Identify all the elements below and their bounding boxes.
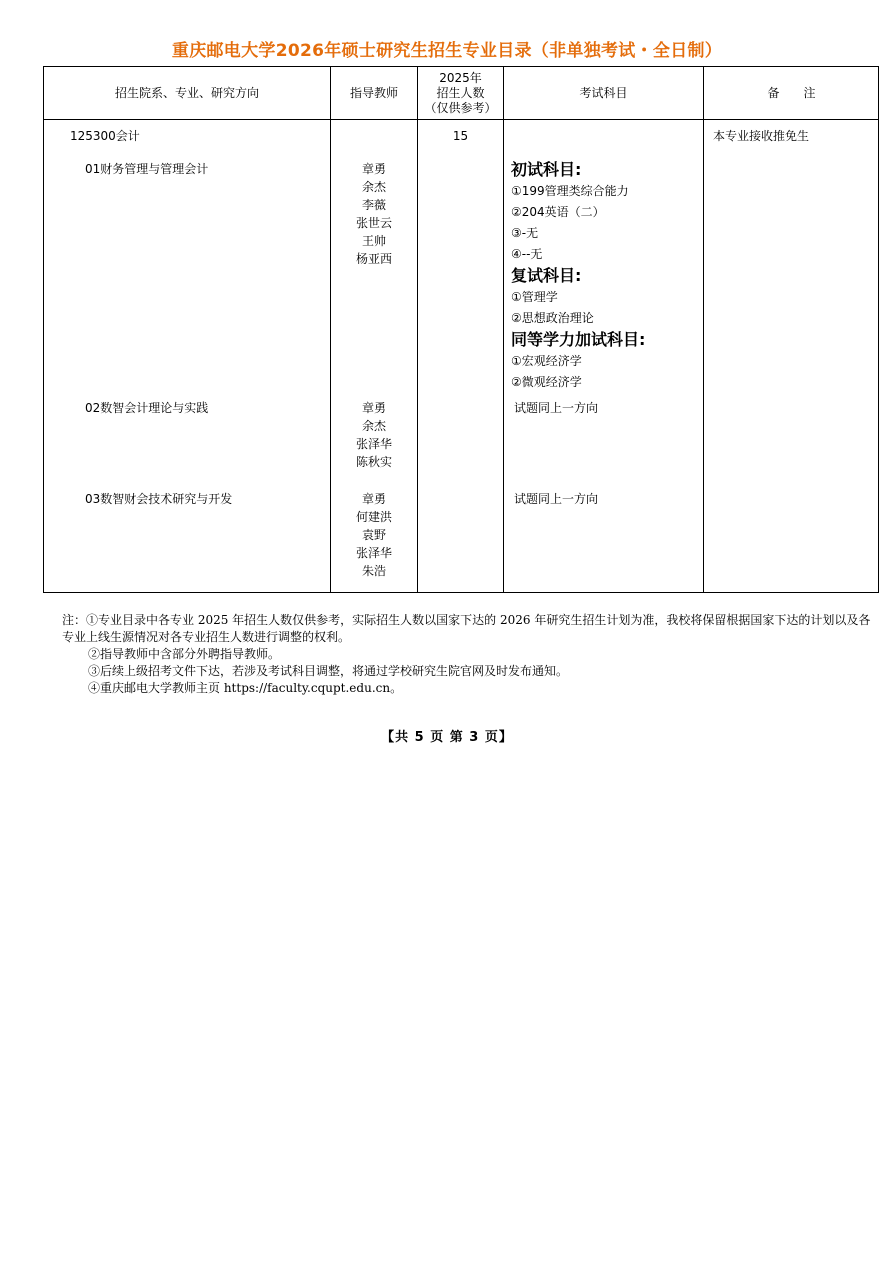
advisor-name: 章勇 [361, 492, 386, 506]
advisor-name: 张世云 [355, 216, 392, 230]
advisor-name: 章勇 [361, 162, 386, 176]
header-advisor: 指导教师 [349, 85, 398, 100]
advisor-list-01 [331, 160, 417, 268]
header-quota-line1: 2025年 [439, 70, 482, 85]
advisor-name: 李薇 [361, 198, 386, 212]
header-quota [418, 67, 503, 119]
direction-name-02: 02数智会计理论与实践 [85, 401, 209, 415]
exam-note-02: 试题同上一方向 [514, 401, 599, 415]
page-indicator: 【共 5 页 第 3 页】 [381, 730, 513, 745]
header-divider [44, 119, 878, 120]
footnotes [62, 612, 874, 697]
advisor-name: 余杰 [361, 180, 386, 194]
initial-exam-heading: 初试科目: [511, 160, 582, 179]
equivalent-exam-heading: 同等学力加试科目: [511, 330, 646, 349]
column-divider [417, 67, 418, 592]
header-exam: 考试科目 [579, 85, 628, 100]
header-quota-line3: （仅供参考） [424, 100, 497, 115]
header-quota-line2: 招生人数 [436, 85, 485, 100]
retest-exam-item: ②思想政治理论 [511, 311, 594, 325]
advisor-name: 余杰 [361, 419, 386, 433]
advisor-list-02 [331, 399, 417, 471]
equivalent-exam-item: ①宏观经济学 [511, 354, 582, 368]
footnote-2: ②指导教师中含部分外聘指导教师。 [88, 647, 281, 661]
retest-exam-item: ①管理学 [511, 290, 558, 304]
exam-note-03: 试题同上一方向 [514, 492, 599, 506]
advisor-name: 章勇 [361, 401, 386, 415]
footnote-4: ④重庆邮电大学教师主页 https://faculty.cqupt.edu.cn。 [88, 681, 403, 695]
catalog-table [43, 66, 879, 593]
advisor-name: 何建洪 [355, 510, 392, 524]
direction-name-03: 03数智财会技术研究与开发 [85, 492, 233, 506]
column-divider [503, 67, 504, 592]
advisor-list-03 [331, 490, 417, 580]
initial-exam-item: ①199管理类综合能力 [511, 184, 629, 198]
initial-exam-item: ③-无 [511, 226, 539, 240]
equivalent-exam-item: ②微观经济学 [511, 375, 582, 389]
header-dept: 招生院系、专业、研究方向 [114, 85, 259, 100]
exam-subjects [511, 159, 645, 393]
advisor-name: 张泽华 [355, 546, 392, 560]
initial-exam-item: ④--无 [511, 247, 543, 261]
major-remark: 本专业接收推免生 [713, 129, 810, 143]
advisor-name: 陈秋实 [355, 455, 392, 469]
advisor-name: 杨亚西 [355, 252, 392, 266]
footnote-3: ③后续上级招考文件下达，若涉及考试科目调整，将通过学校研究生院官网及时发布通知。 [88, 664, 569, 678]
page-title: 重庆邮电大学2026年硕士研究生招生专业目录（非单独考试・全日制） [171, 41, 723, 61]
major-name: 125300会计 [70, 129, 140, 143]
advisor-name: 朱浩 [361, 564, 386, 578]
footnote-1: 注：①专业目录中各专业 2025 年招生人数仅供参考，实际招生人数以国家下达的 2026 年研究生招生计划为准，我校将保留根据国家下达的计划以及各专业上线生源情况对各专业招生人数进行调整的权利。 [62, 613, 871, 644]
direction-name-01: 01财务管理与管理会计 [85, 162, 209, 176]
initial-exam-item: ②204英语（二） [511, 205, 605, 219]
advisor-name: 王帅 [361, 234, 386, 248]
major-quota: 15 [452, 129, 469, 143]
header-remark: 备 注 [767, 85, 816, 100]
advisor-name: 张泽华 [355, 437, 392, 451]
advisor-name: 袁野 [361, 528, 386, 542]
column-divider [703, 67, 704, 592]
retest-exam-heading: 复试科目: [511, 266, 582, 285]
